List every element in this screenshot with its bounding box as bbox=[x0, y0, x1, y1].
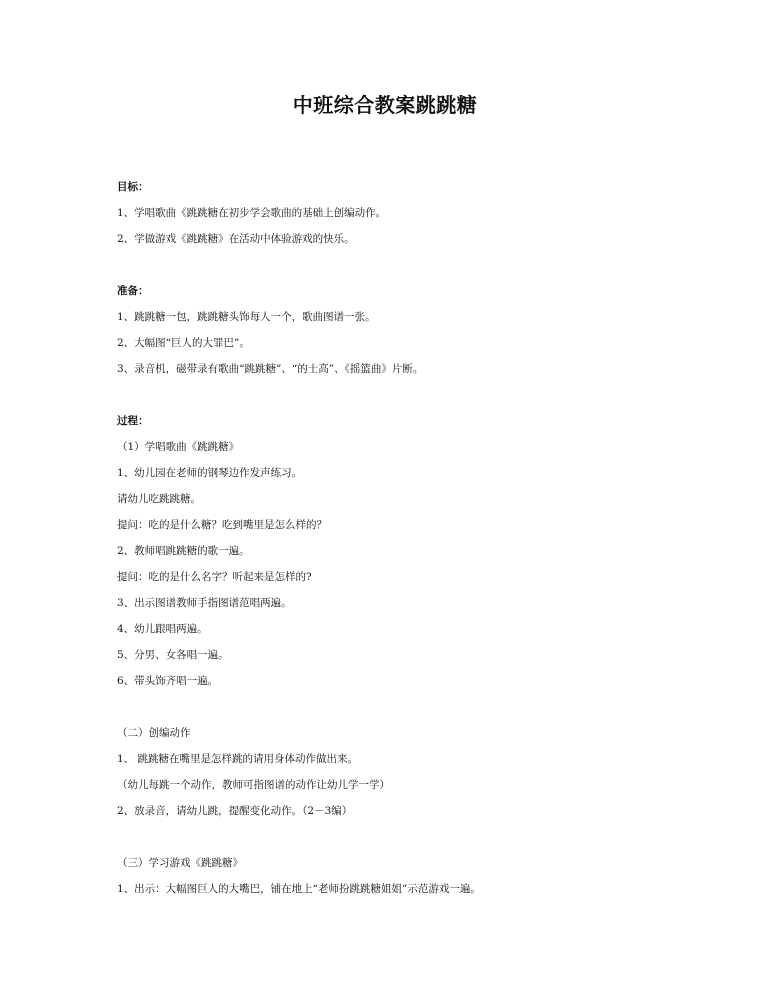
process-item: 1、出示：大幅图巨人的大嘴巴，铺在地上“老师扮跳跳糖姐姐”示范游戏一遍。 bbox=[117, 883, 481, 895]
process-part1-title: （1）学唱歌曲《跳跳糖》 bbox=[117, 441, 240, 453]
process-item: 4、幼儿跟唱两遍。 bbox=[117, 623, 208, 635]
goals-heading: 目标： bbox=[117, 181, 149, 193]
preparation-heading: 准备： bbox=[117, 285, 149, 297]
process-item: 请幼儿吃跳跳糖。 bbox=[117, 493, 201, 505]
process-item: 提问：吃的是什么名字？听起来是怎样的? bbox=[117, 571, 312, 583]
process-item: 1、 跳跳糖在嘴里是怎样跳的请用身体动作做出来。 bbox=[117, 753, 359, 765]
process-item: 2、放录音，请幼儿跳，提醒变化动作。（2－3编） bbox=[117, 805, 353, 817]
process-heading: 过程： bbox=[117, 415, 149, 427]
goal-item: 2、学做游戏《跳跳糖》在活动中体验游戏的快乐。 bbox=[117, 233, 355, 245]
process-item: （幼儿每跳一个动作，教师可指图谱的动作让幼儿学一学） bbox=[117, 779, 390, 791]
preparation-item: 2、大幅图“巨人的大罪巴”。 bbox=[117, 337, 250, 349]
process-part3-title: （三）学习游戏《跳跳糖》 bbox=[117, 857, 243, 869]
process-item: 6、带头饰齐唱一遍。 bbox=[117, 675, 219, 687]
document-title: 中班综合教案跳跳糖 bbox=[292, 93, 478, 117]
preparation-item: 1、跳跳糖一包，跳跳糖头饰每人一个，歌曲图谱一张。 bbox=[117, 311, 376, 323]
process-part2-title: （二）创编动作 bbox=[117, 727, 191, 739]
process-item: 3、出示图谱教师手指图谱范唱两遍。 bbox=[117, 597, 292, 609]
process-item: 1、幼儿园在老师的钢琴边作发声练习。 bbox=[117, 467, 303, 479]
process-item: 提问：吃的是什么糖？吃到嘴里是怎么样的？ bbox=[117, 519, 327, 531]
process-item: 5、分男、女各唱一遍。 bbox=[117, 649, 229, 661]
goal-item: 1、学唱歌曲《跳跳糖在初步学会歌曲的基础上创编动作。 bbox=[117, 207, 387, 219]
preparation-item: 3、录音机，磁带录有歌曲“跳跳糖”、“的士高”、《摇篮曲》片断。 bbox=[117, 363, 424, 375]
process-item: 2、教师唱跳跳糖的歌一遍。 bbox=[117, 545, 250, 557]
